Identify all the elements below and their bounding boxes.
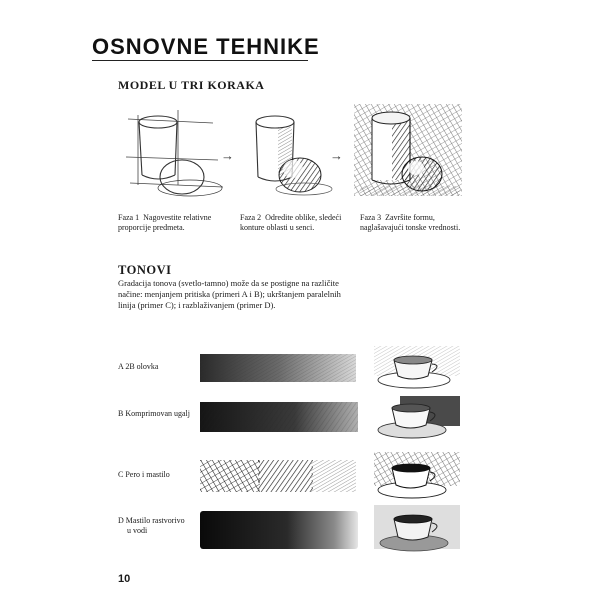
swatch-c-label: C Pero i mastilo bbox=[118, 470, 170, 479]
swatch-a-label: A 2B olovka bbox=[118, 362, 159, 371]
phase-3-text-line2: naglašavajući tonske vrednosti. bbox=[360, 223, 461, 232]
phase-1-label: Faza 1 bbox=[118, 213, 140, 222]
cup-c-drawing bbox=[372, 450, 462, 500]
swatch-d-label-line2: u vodi bbox=[127, 526, 148, 535]
phase-1-text-line1: Nagovestite relativne bbox=[143, 213, 212, 222]
cup-d-drawing bbox=[372, 503, 462, 553]
swatch-d-label bbox=[118, 516, 185, 536]
arrow-1-icon: → bbox=[221, 148, 234, 163]
swatch-c-ink-hatching bbox=[198, 456, 358, 496]
tones-intro-line1: Gradacija tonova (svetlo-tamno) može da se postigne na različite bbox=[118, 278, 339, 288]
tones-intro bbox=[118, 278, 390, 311]
section-heading-tones: TONOVI bbox=[118, 263, 172, 277]
cup-b-drawing bbox=[372, 392, 462, 440]
tones-intro-line3: linija (primer C); i razblaživanjem (primer D). bbox=[118, 300, 276, 310]
phase-2-text-line2: konture oblasti u senci. bbox=[240, 223, 315, 232]
phase-1-sketch bbox=[118, 105, 228, 197]
phase-3-label: Faza 3 bbox=[360, 213, 382, 222]
tones-intro-line2: načine: menjanjem pritiska (primeri A i B); ukrštanjem paralelnih bbox=[118, 289, 341, 299]
phase-1-caption bbox=[118, 213, 236, 233]
phase-1-text-line2: proporcije predmeta. bbox=[118, 223, 185, 232]
phase-3-sketch bbox=[350, 98, 465, 202]
cup-a-drawing bbox=[372, 344, 462, 390]
phase-2-caption bbox=[240, 213, 358, 233]
phase-2-sketch bbox=[238, 105, 338, 197]
section-heading-model: MODEL U TRI KORAKA bbox=[118, 78, 265, 92]
title-underline bbox=[92, 60, 308, 61]
swatch-d-ink-wash bbox=[198, 505, 360, 555]
phase-2-text-line1: Odredite oblike, sledeći bbox=[265, 213, 342, 222]
page-number: 10 bbox=[118, 573, 131, 585]
page-title: OSNOVNE TEHNIKE bbox=[92, 34, 320, 59]
swatch-d-label-line1: D Mastilo rastvorivo bbox=[118, 516, 185, 525]
swatch-b-charcoal bbox=[198, 398, 360, 436]
swatch-a-pencil bbox=[198, 350, 358, 386]
phase-2-label: Faza 2 bbox=[240, 213, 262, 222]
arrow-2-icon: → bbox=[330, 148, 343, 163]
swatch-b-label: B Komprimovan ugalj bbox=[118, 409, 190, 418]
phase-3-text-line1: Završite formu, bbox=[385, 213, 435, 222]
phase-3-caption bbox=[360, 213, 490, 233]
